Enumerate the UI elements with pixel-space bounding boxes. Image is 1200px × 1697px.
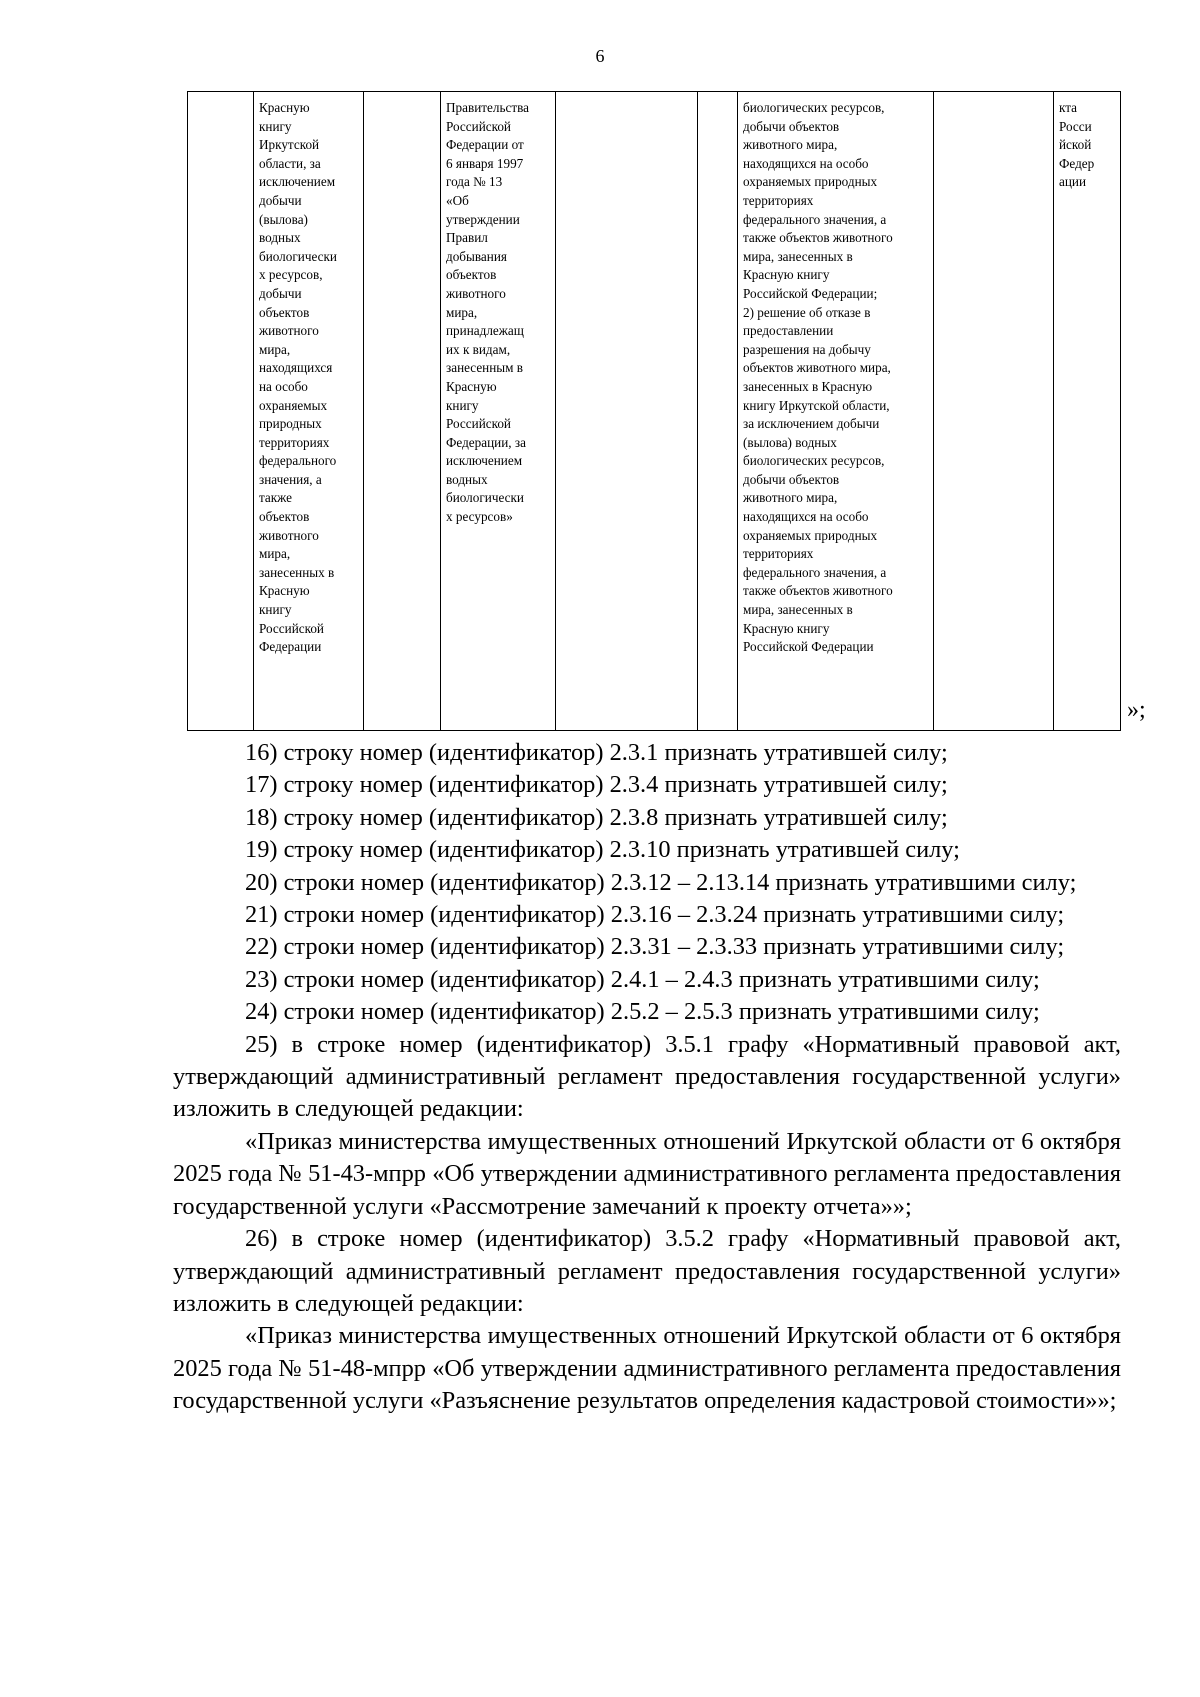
paragraph-item-17: 17) строку номер (идентификатор) 2.3.4 признать утратившей силу;: [245, 771, 948, 799]
amendment-list: [173, 737, 1121, 1418]
paragraph-item-26: 26) в строке номер (идентификатор) 3.5.2 графу «Нормативный правовой акт, утверждающий административный регламент предоставления государственной услуги» изложить в следующей редакции:: [173, 1225, 1121, 1317]
table-cell-8: [934, 92, 1054, 731]
table-cell-6: [698, 92, 738, 731]
page-number: 6: [595, 46, 605, 66]
paragraph-item-24: 24) строки номер (идентификатор) 2.5.2 – 2.5.3 признать утратившими силу;: [245, 998, 1040, 1026]
table-row: [188, 92, 1121, 731]
paragraph-item-19: 19) строку номер (идентификатор) 2.3.10 признать утратившей силу;: [245, 836, 960, 864]
table-cell-2: Красную книгу Иркутской области, за исключением добычи (вылова) водных биологически х ресурсов, добычи объектов животного мира, находящихся на особо охраняемых природных территориях федерального значения, а также объектов животного мира, занесенных в Красную книгу Российской Федерации: [254, 92, 364, 731]
table-cell-5: [556, 92, 698, 731]
paragraph-item-16: 16) строку номер (идентификатор) 2.3.1 признать утратившей силу;: [245, 739, 948, 766]
closing-quote: »;: [1127, 697, 1146, 723]
paragraph-item-22: 22) строки номер (идентификатор) 2.3.31 – 2.3.33 признать утратившими силу;: [245, 933, 1065, 961]
paragraph-item-20: 20) строки номер (идентификатор) 2.3.12 – 2.13.14 признать утратившими силу;: [245, 868, 1077, 896]
table-cell-4: Правительства Российской Федерации от 6 января 1997 года № 13 «Об утверждении Правил добывания объектов животного мира, принадлежащ их к видам, занесенным в Красную книгу Российской Федерации, за исключением водных биологически х ресурсов»: [441, 92, 556, 731]
table-cell-7: биологических ресурсов, добычи объектов животного мира, находящихся на особо охраняемых природных территориях федерального значения, а также объектов животного мира, занесенных в Красную книгу Российской Федерации; 2) решение об отказе в предоставлении разрешения на добычу объектов животного мира, занесенных в Красную книгу Иркутской области, за исключением добычи (вылова) водных биологических ресурсов, добычи объектов животного мира, находящихся на особо охраняемых природных территориях федерального значения, а также объектов животного мира, занесенных в Красную книгу Российской Федерации: [738, 92, 934, 731]
paragraph-item-23: 23) строки номер (идентификатор) 2.4.1 – 2.4.3 признать утратившими силу;: [245, 965, 1040, 993]
paragraph-item-25: 25) в строке номер (идентификатор) 3.5.1 графу «Нормативный правовой акт, утверждающий административный регламент предоставления государственной услуги» изложить в следующей редакции:: [173, 1030, 1121, 1123]
paragraph-item-21: 21) строки номер (идентификатор) 2.3.16 – 2.3.24 признать утратившими силу;: [245, 901, 1065, 929]
table-cell-9: кта Росси йской Федер ации: [1054, 92, 1121, 731]
paragraph-item-18: 18) строку номер (идентификатор) 2.3.8 признать утратившей силу;: [245, 803, 948, 831]
table-cell-1: [188, 92, 254, 731]
table-cell-3: [364, 92, 441, 731]
quoted-order-2: «Приказ министерства имущественных отношений Иркутской области от 6 октября 2025 года № 51-48-мпрр «Об утверждении административного регламента предоставления государственной услуги «Разъяснение результатов определения кадастровой стоимости»»;: [173, 1322, 1121, 1415]
quoted-order-1: «Приказ министерства имущественных отношений Иркутской области от 6 октября 2025 года № 51-43-мпрр «Об утверждении административного регламента предоставления государственной услуги «Рассмотрение замечаний к проекту отчета»»;: [173, 1127, 1121, 1220]
continuation-table: [187, 91, 1121, 731]
